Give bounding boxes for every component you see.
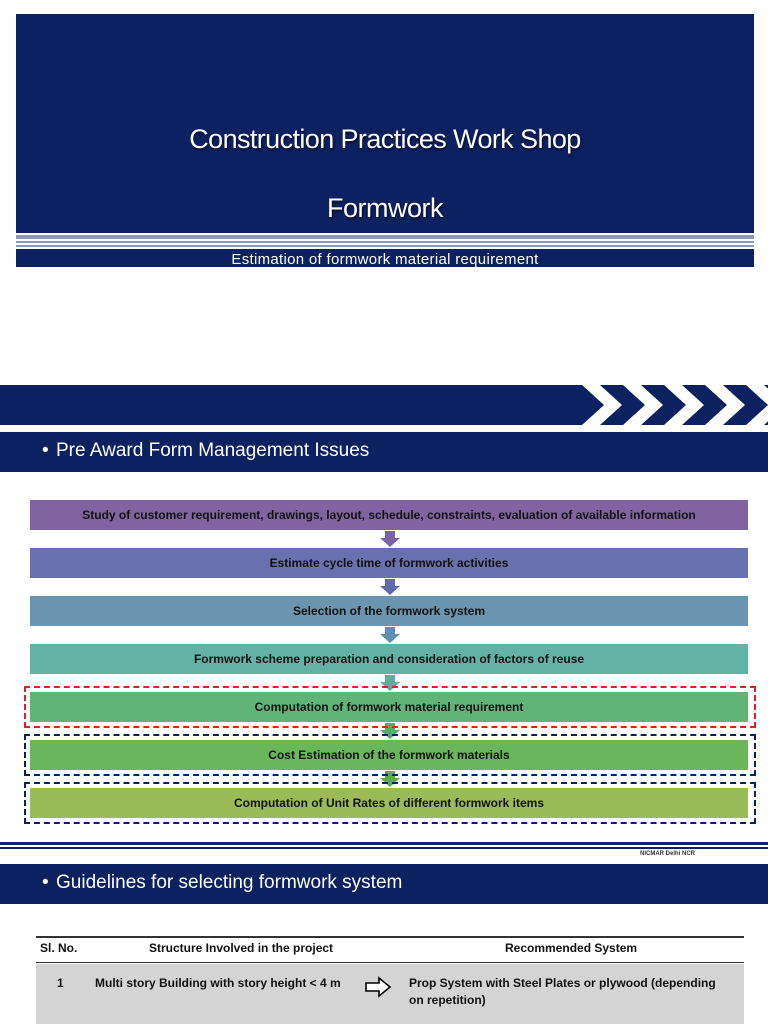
table-row [36, 964, 744, 1024]
flow-step: Cost Estimation of the formwork materials [30, 740, 748, 770]
row-number: 1 [57, 976, 64, 990]
chevron-right-icon [664, 385, 708, 425]
section-heading-text: Pre Award Form Management Issues [56, 440, 370, 461]
row-structure: Multi story Building with story height < 4 m [95, 976, 341, 990]
flow-step: Computation of formwork material requirement [30, 692, 748, 722]
flow-step: Study of customer requirement, drawings, layout, schedule, constraints, evaluation of available information [30, 500, 748, 530]
chevron-right-icon [582, 385, 626, 425]
highlight-box-navy [24, 782, 756, 824]
table-header-rule [36, 962, 744, 963]
flow-step: Formwork scheme preparation and consideration of factors of reuse [30, 644, 748, 674]
flow-step: Estimate cycle time of formwork activities [30, 548, 748, 578]
arrow-down-icon [380, 627, 400, 643]
column-header: Recommended System [505, 941, 638, 955]
highlight-box-red [24, 686, 756, 728]
arrow-down-icon [380, 579, 400, 595]
slide-subtitle: Formwork [327, 193, 443, 223]
arrow-right-icon [364, 976, 392, 998]
flow-step: Selection of the formwork system [30, 596, 748, 626]
chevron-right-icon [623, 385, 667, 425]
column-header: Structure Involved in the project [149, 941, 334, 955]
footer-label: NICMAR Delhi NCR [640, 851, 695, 857]
section-heading [0, 432, 768, 472]
table-top-rule [36, 936, 744, 938]
slide-caption: Estimation of formwork material requirement [231, 251, 539, 268]
flow-step: Computation of Unit Rates of different formwork items [30, 788, 748, 818]
bullet-icon: • [42, 872, 49, 893]
slide-title: Construction Practices Work Shop [189, 124, 581, 154]
arrow-down-icon [380, 531, 400, 547]
bullet-icon: • [42, 440, 49, 461]
section-heading [0, 864, 768, 904]
chevron-right-icon [746, 385, 768, 425]
chevron-banner [0, 385, 768, 425]
column-header: Sl. No. [40, 941, 78, 955]
row-system: Prop System with Steel Plates or plywood (depending on repetition) [409, 976, 716, 1007]
highlight-box-navy [24, 734, 756, 776]
title-slide [16, 14, 754, 267]
section-heading-text: Guidelines for selecting formwork system [56, 872, 403, 893]
chevron-right-icon [705, 385, 749, 425]
divider-lines [16, 233, 754, 249]
